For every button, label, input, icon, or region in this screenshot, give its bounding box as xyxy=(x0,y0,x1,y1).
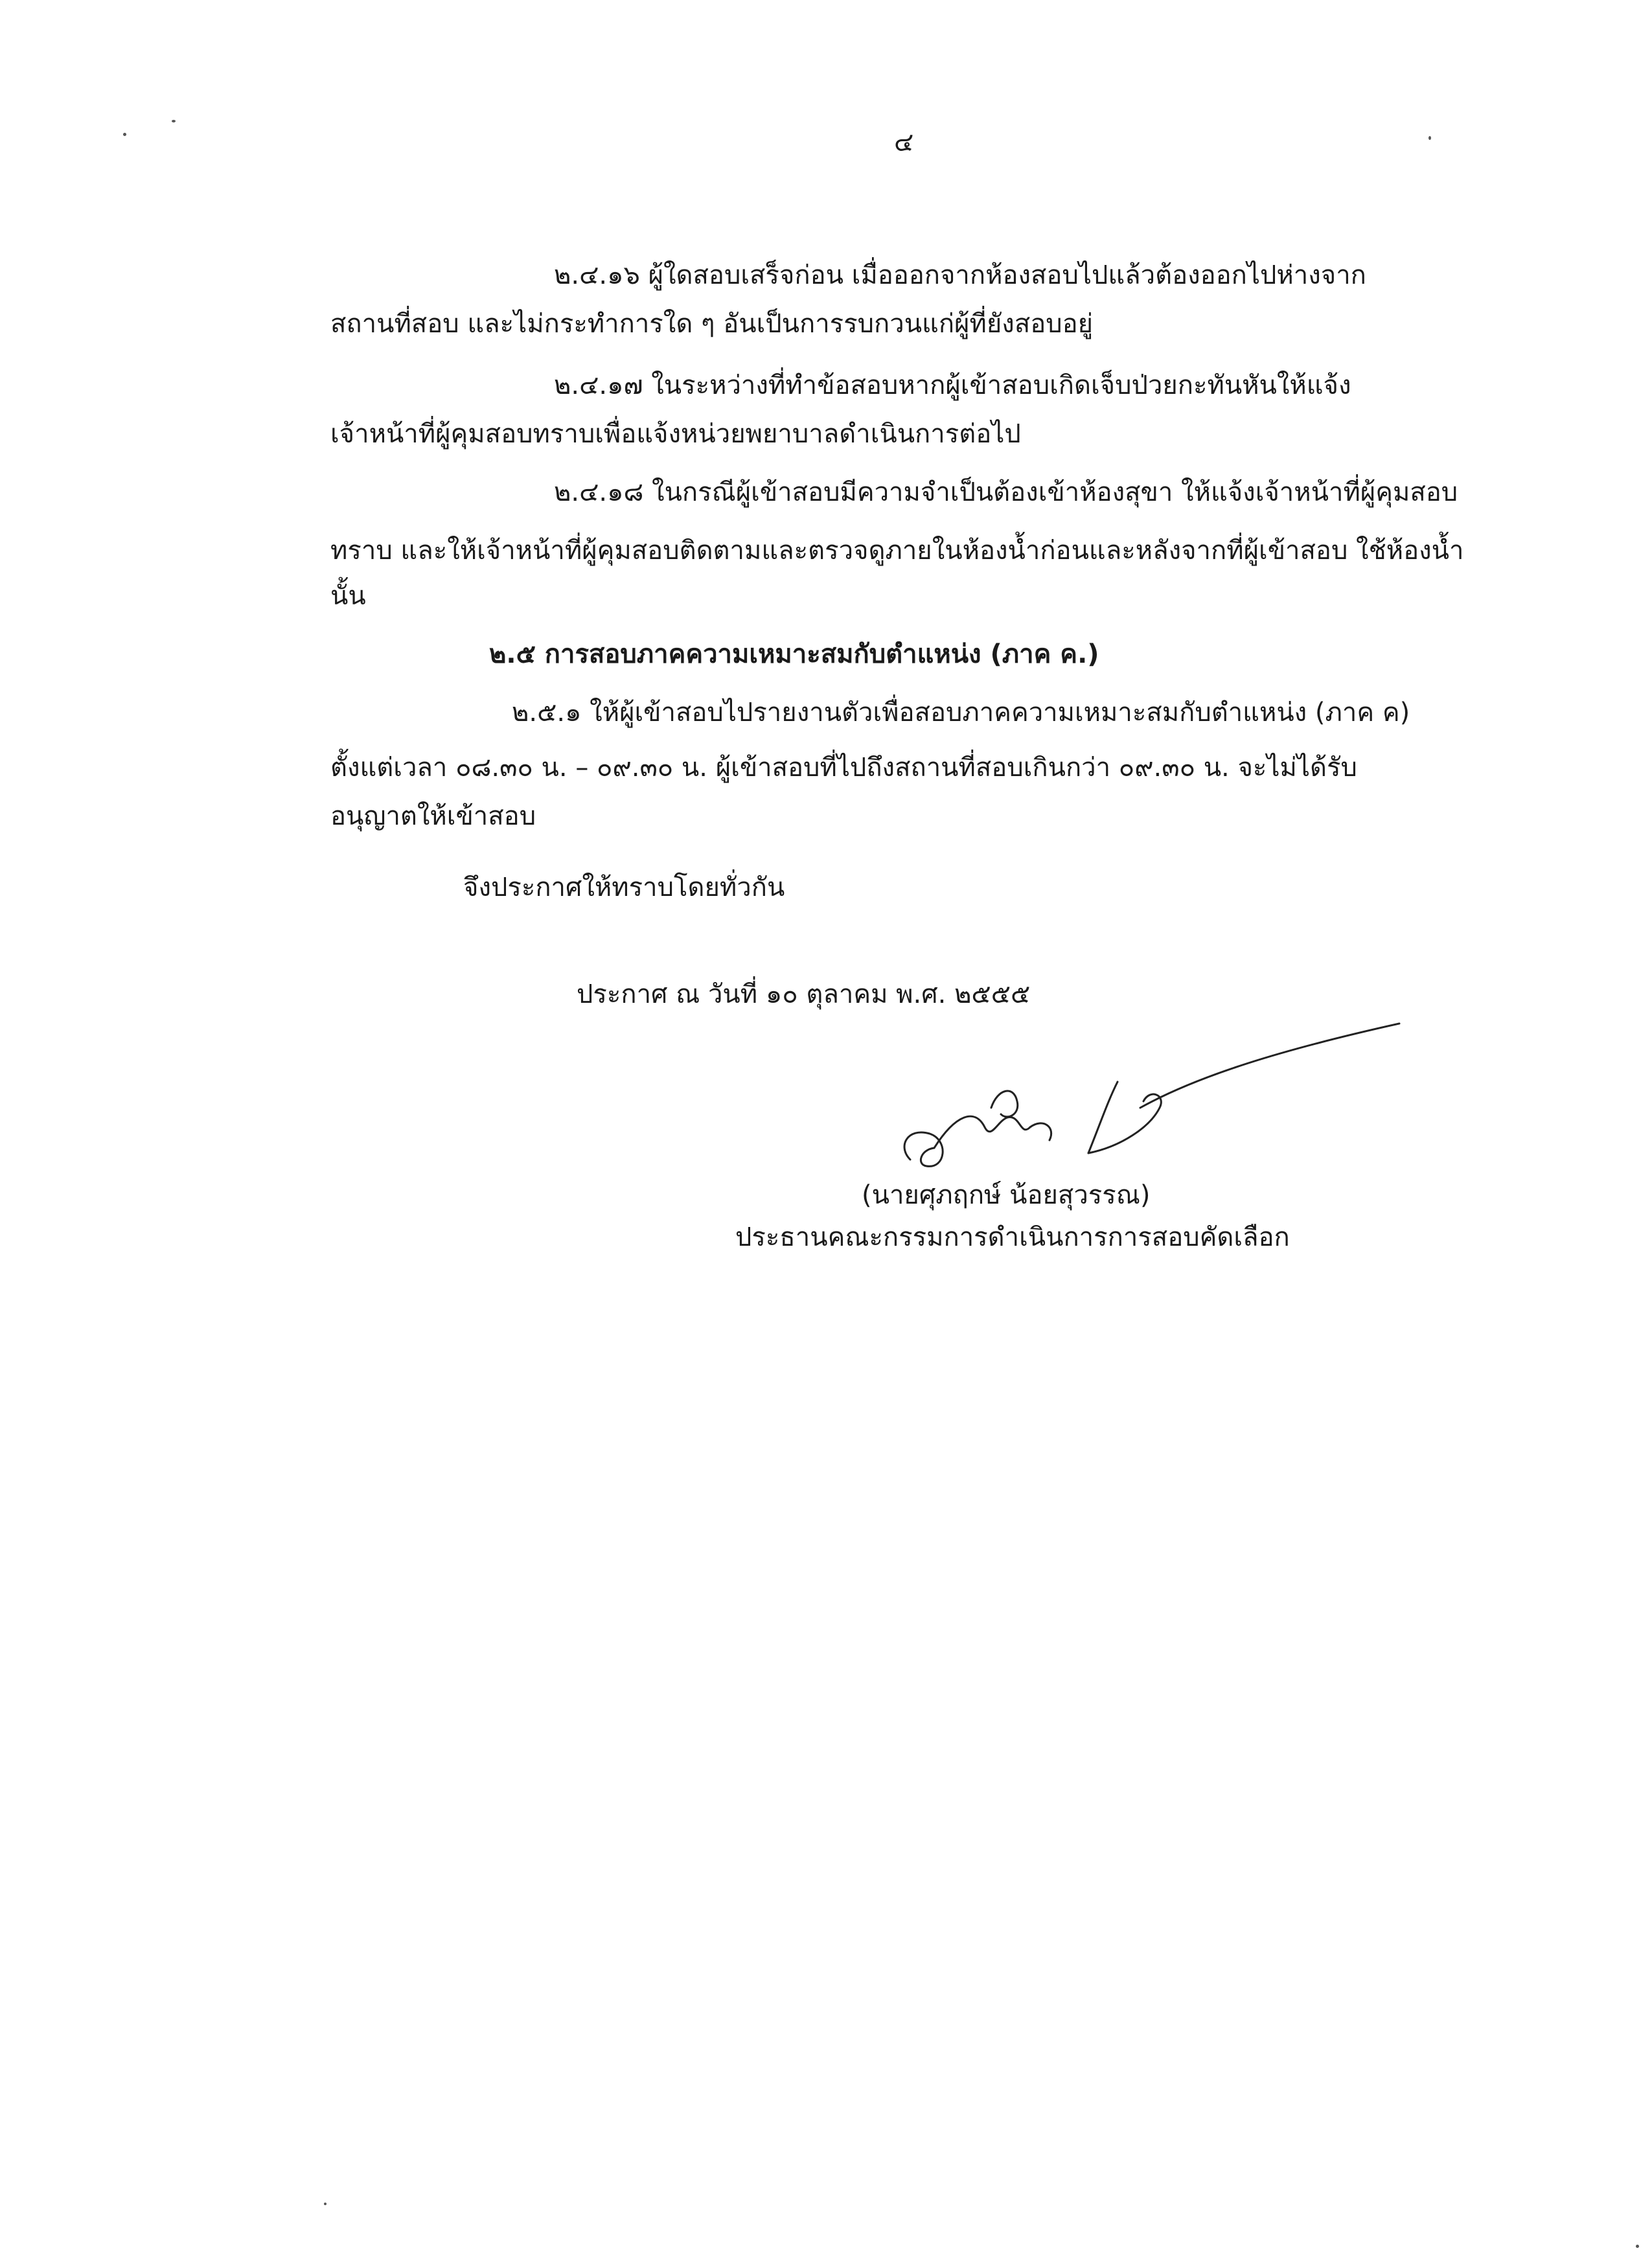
scan-speck xyxy=(123,133,126,136)
item-2-4-17-line2: เจ้าหน้าที่ผู้คุมสอบทราบเพื่อแจ้งหน่วยพยาบาลดำเนินการต่อไป xyxy=(330,419,1021,449)
announcement-date: ประกาศ ณ วันที่ ๑๐ ตุลาคม พ.ศ. ๒๕๕๕ xyxy=(577,979,1031,1009)
scan-speck xyxy=(172,120,176,122)
scan-speck xyxy=(1636,2245,1639,2248)
page-number: ๔ xyxy=(894,128,914,157)
item-2-4-16-line1: ๒.๔.๑๖ ผู้ใดสอบเสร็จก่อน เมื่อออกจากห้องสอบไปแล้วต้องออกไปห่างจาก xyxy=(554,260,1366,290)
scan-speck xyxy=(324,2203,327,2205)
section-2-5-heading: ๒.๕ การสอบภาคความเหมาะสมกับตำแหน่ง (ภาค ค.) xyxy=(489,639,1099,669)
item-2-4-18-line3: นั้น xyxy=(330,581,366,611)
item-2-5-1-line3: อนุญาตให้เข้าสอบ xyxy=(330,801,536,831)
signatory-position: ประธานคณะกรรมการดำเนินการการสอบคัดเลือก xyxy=(735,1222,1290,1252)
item-2-5-1-line2: ตั้งแต่เวลา ๐๘.๓๐ น. – ๐๙.๓๐ น. ผู้เข้าสอบที่ไปถึงสถานที่สอบเกินกว่า ๐๙.๓๐ น. จะไม่ได้รับ xyxy=(330,753,1357,783)
scan-speck xyxy=(1428,136,1431,140)
item-2-4-18-line2: ทราบ และให้เจ้าหน้าที่ผู้คุมสอบติดตามและตรวจดูภายในห้องน้ำก่อนและหลังจากที่ผู้เข้าสอบ ใช้ห้องน้ำ xyxy=(330,536,1464,566)
item-2-4-17-line1: ๒.๔.๑๗ ในระหว่างที่ทำข้อสอบหากผู้เข้าสอบเกิดเจ็บป่วยกะทันหันให้แจ้ง xyxy=(554,371,1351,400)
item-2-5-1-line1: ๒.๕.๑ ให้ผู้เข้าสอบไปรายงานตัวเพื่อสอบภาคความเหมาะสมกับตำแหน่ง (ภาค ค) xyxy=(512,698,1410,727)
item-2-4-16-line2: สถานที่สอบ และไม่กระทำการใด ๆ อันเป็นการรบกวนแก่ผู้ที่ยังสอบอยู่ xyxy=(330,309,1094,339)
closing-statement: จึงประกาศให้ทราบโดยทั่วกัน xyxy=(463,873,785,902)
item-2-4-18-line1: ๒.๔.๑๘ ในกรณีผู้เข้าสอบมีความจำเป็นต้องเข้าห้องสุขา ให้แจ้งเจ้าหน้าที่ผู้คุมสอบ xyxy=(554,477,1458,507)
signatory-name: (นายศุภฤกษ์ น้อยสุวรรณ) xyxy=(862,1180,1151,1210)
